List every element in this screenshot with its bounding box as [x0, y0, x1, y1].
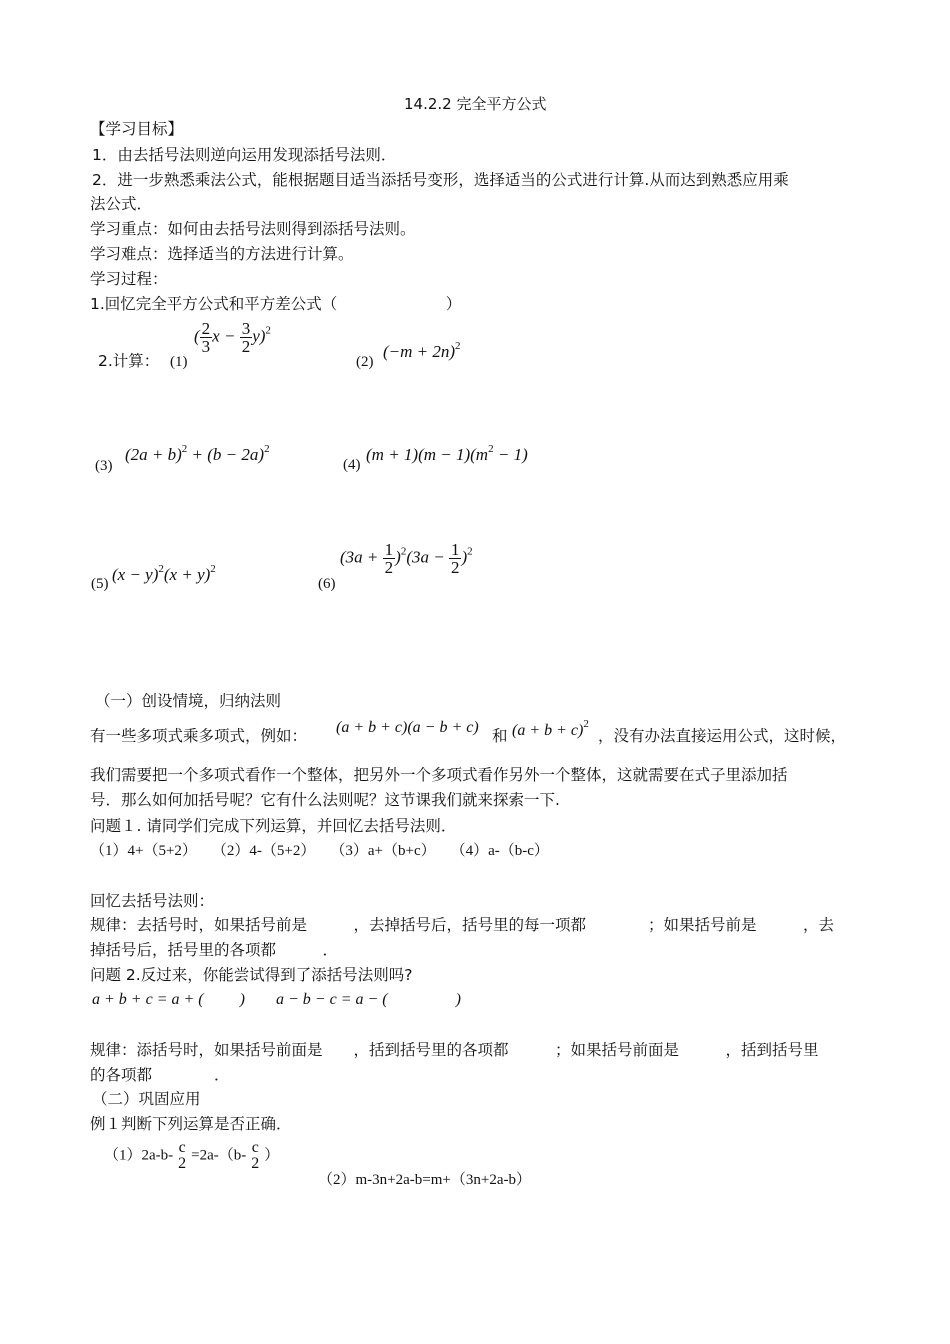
intro-line3: 号．那么如何加括号呢？它有什么法则呢？这节课我们就来探索一下. — [90, 791, 560, 809]
section-2-heading: （二）巩固应用 — [92, 1090, 201, 1108]
problem-1-expression: ( $\frac{2}{3}$ x − $\frac{3}{2}$ y)$^2$ — [194, 319, 271, 356]
problem-5-label: (5) — [91, 576, 109, 592]
problem-2-label: (2) — [356, 354, 374, 370]
example-1: 例１判断下列运算是否正确． — [90, 1115, 292, 1133]
rule-1-line2: 掉括号后，括号里的各项都 ． — [90, 941, 339, 959]
intro-expression-1: (a + b + c)(a − b + c) — [336, 719, 479, 736]
question-2-expression-2: a − b − c = a − ( ) — [276, 991, 461, 1008]
recall-rule: 回忆去括号法则： — [90, 892, 215, 910]
rule-2-line1: 规律：添括号时，如果括号前面是 ，括到括号里的各项都 ；如果括号前面是 ，括到括号里 — [90, 1041, 819, 1059]
key-point: 学习重点：如何由去括号法则得到添括号法则。 — [90, 220, 416, 238]
example-1-part-2: （2）m-3n+2a-b=m+（3n+2a-b） — [318, 1172, 531, 1188]
problem-4-expression: $(m + 1)(m - 1)(m^2 - 1)$ — [366, 443, 528, 464]
page-title: 14.2.2 完全平方公式 — [404, 95, 547, 113]
process-heading: 学习过程： — [90, 270, 168, 288]
intro-and: 和 — [492, 727, 508, 745]
calc-label: 2.计算： — [98, 352, 160, 370]
question-1: 问题１. 请同学们完成下列运算，并回忆去括号法则． — [90, 817, 457, 835]
rule-1-line1: 规律：去括号时，如果括号前是 ，去掉括号后，括号里的每一项都 ；如果括号前是 ，去 — [90, 916, 835, 934]
question-1-items: （1）4+（5+2） （2）4-（5+2） （3）a+（b+c） （4）a-（b-c） — [90, 843, 549, 859]
problem-1-label: (1) — [170, 354, 188, 370]
goals-heading: 【学习目标】 — [90, 120, 184, 138]
problem-3-label: (3) — [95, 458, 113, 474]
problem-6-label: (6) — [318, 576, 336, 592]
goal-2-line1: 2．进一步熟悉乘法公式，能根据题目适当添括号变形，选择适当的公式进行计算.从而达到熟悉应用乘 — [92, 171, 789, 189]
rule-2-line2: 的各项都 ． — [90, 1066, 230, 1084]
section-1-heading: （一）创设情境，归纳法则 — [95, 692, 282, 710]
recall-formulas: 1.回忆完全平方公式和平方差公式（ ） — [90, 295, 462, 313]
problem-6-expression: (3a + $\frac{1}{2}$ )$^2$(3a − $\frac{1}{2}$ )$^2$ — [340, 540, 473, 577]
goal-1: 1．由去括号法则逆向运用发现添括号法则． — [92, 146, 397, 164]
intro-line2: 我们需要把一个多项式看作一个整体，把另外一个多项式看作另外一个整体，这就需要在式子里添加括 — [90, 766, 788, 784]
problem-3-expression: $(2a + b)^2 + (b - 2a)^2$ — [125, 443, 270, 464]
goal-2-line2: 法公式． — [90, 195, 153, 213]
question-2-expression-1: a + b + c = a + ( ) — [92, 991, 245, 1008]
intro-line1-start: 有一些多项式乘多项式，例如： — [90, 727, 308, 745]
question-2: 问题 2.反过来，你能尝试得到了添括号法则吗? — [90, 966, 413, 984]
problem-4-label: (4) — [343, 457, 361, 473]
intro-line1-end: ，没有办法直接运用公式，这时候， — [598, 727, 847, 745]
difficulty: 学习难点：选择适当的方法进行计算。 — [90, 245, 354, 263]
intro-expression-2: $(a + b + c)^2$ — [512, 718, 589, 739]
problem-2-expression: $(-m + 2n)^2$ — [383, 340, 461, 361]
example-1-part-1: （1）2a-b- c 2 =2a-（b- c 2 ） — [104, 1139, 280, 1172]
problem-5-expression: $(x - y)^2(x + y)^2$ — [112, 563, 216, 584]
